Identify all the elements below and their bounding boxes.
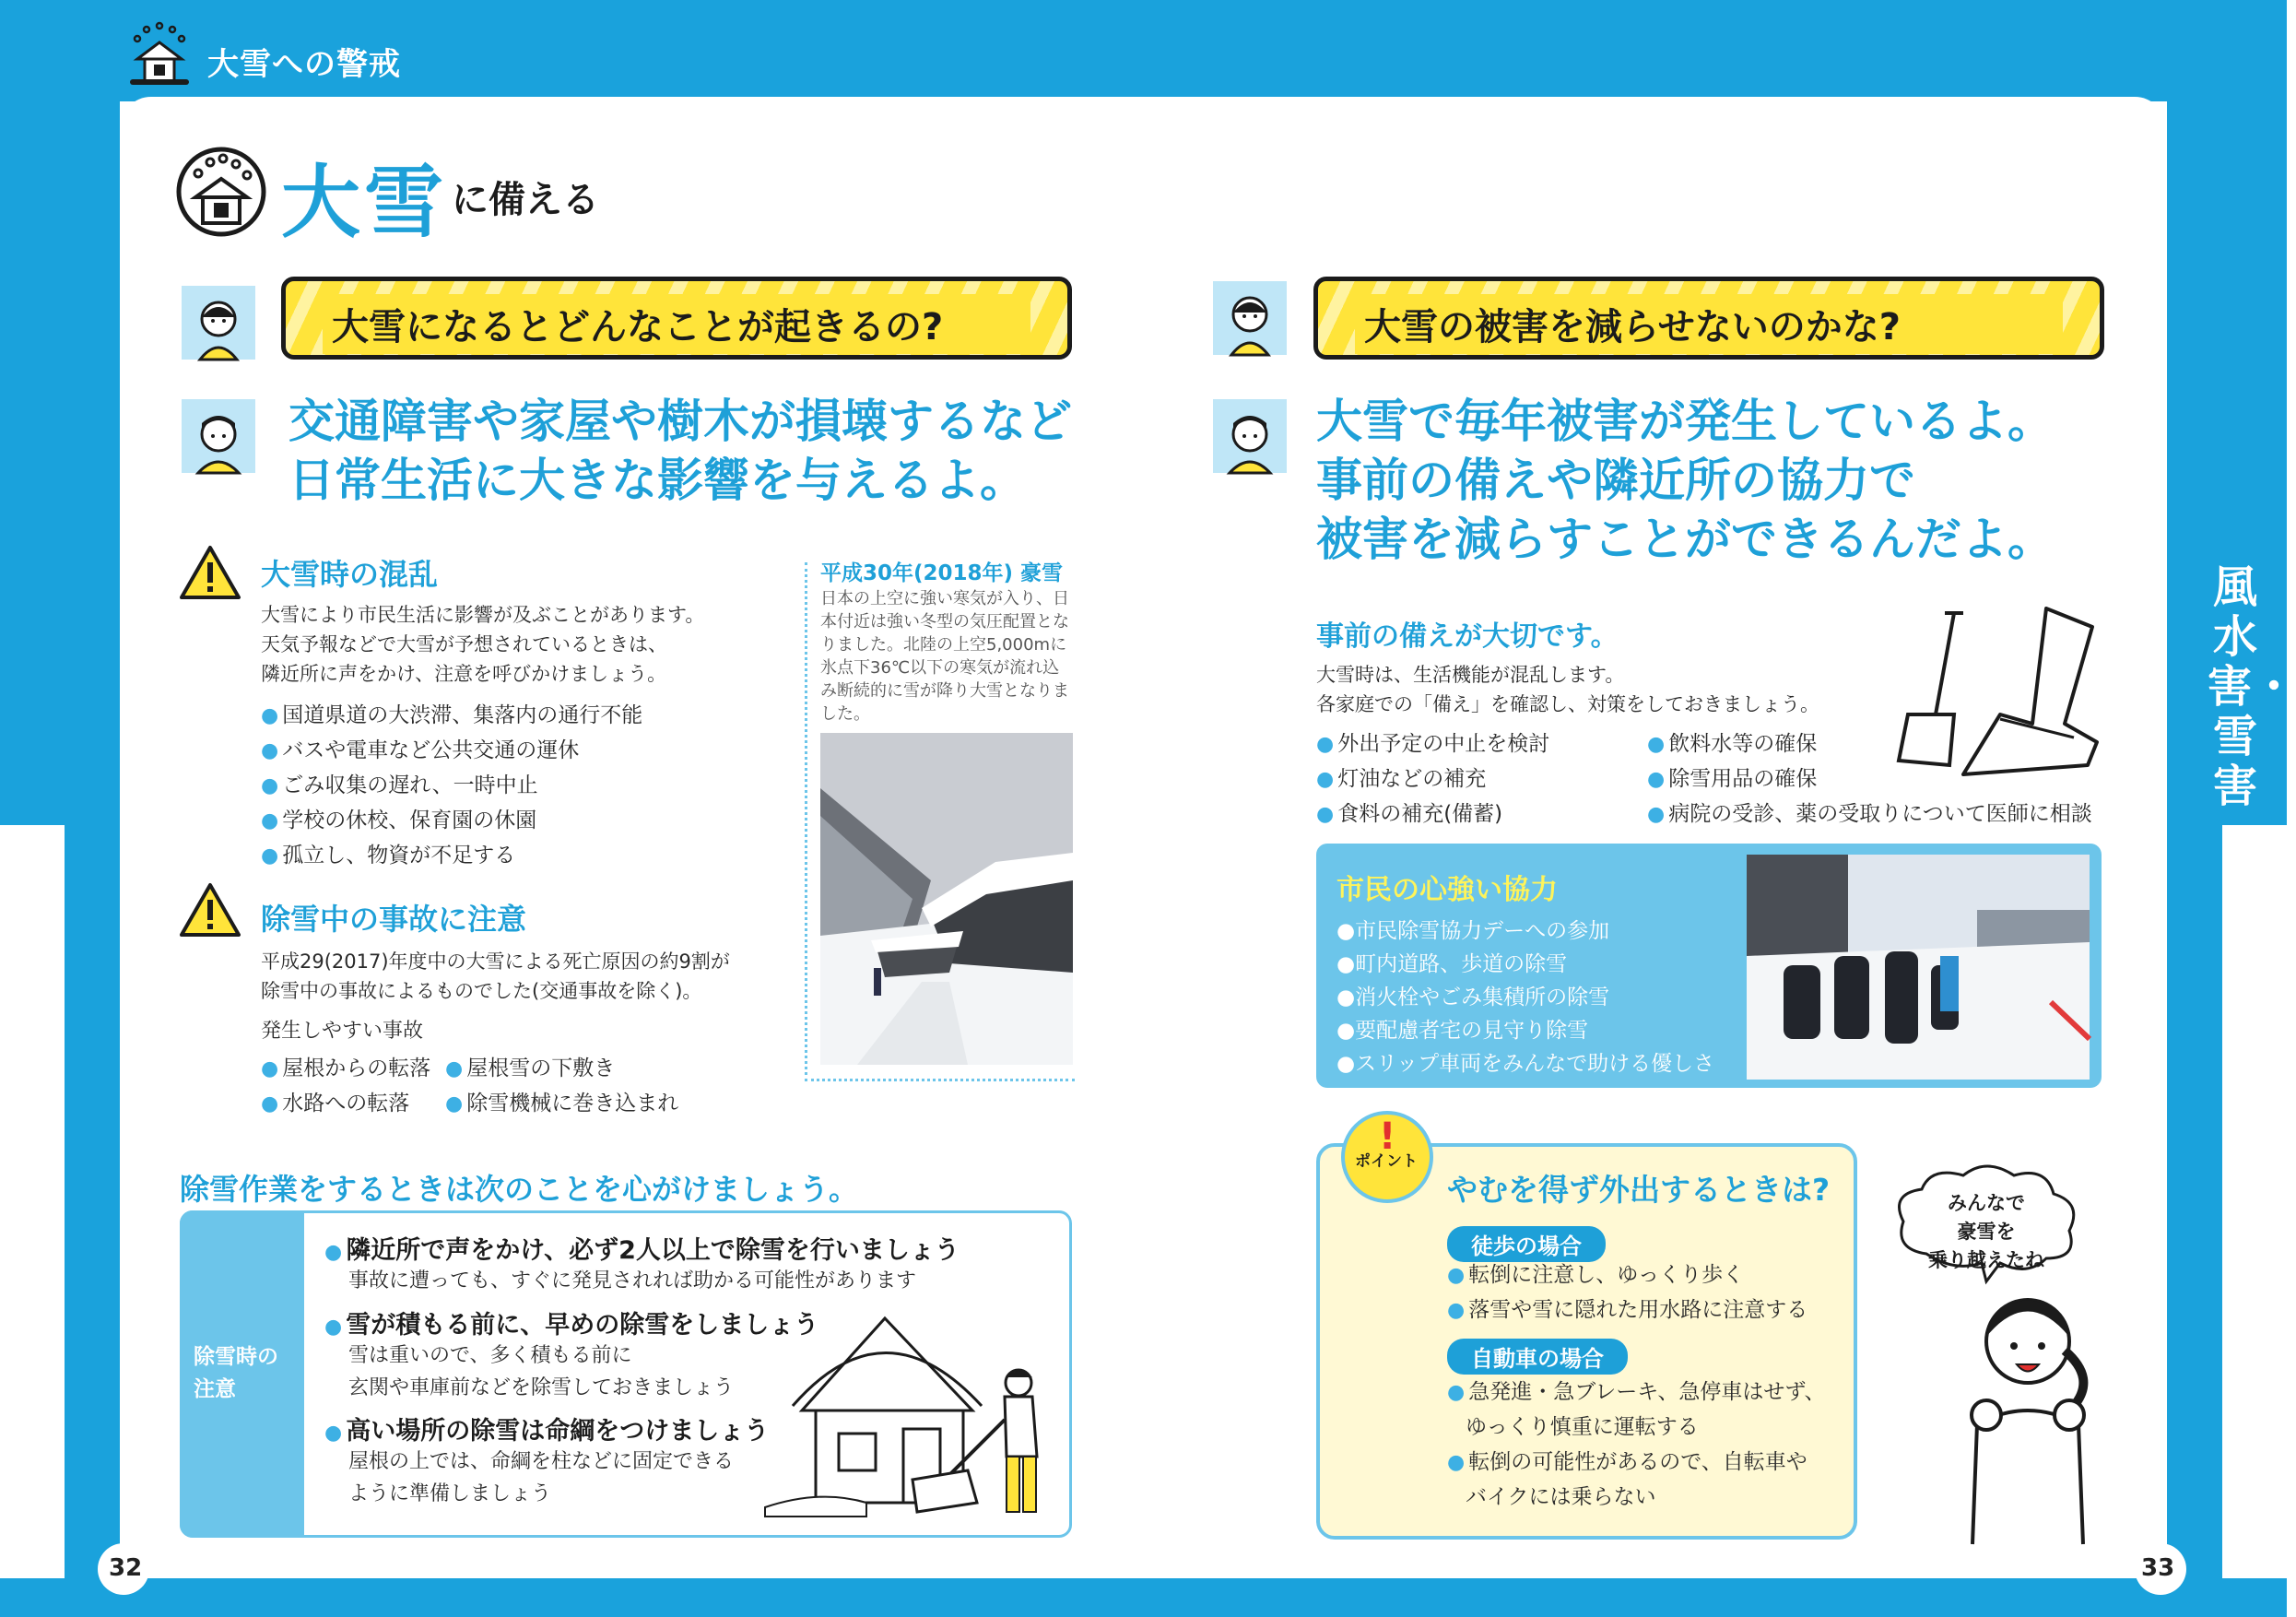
list-item: ● 除雪用品の確保	[1647, 767, 1818, 791]
snow-removal-photo	[1747, 855, 2090, 1080]
list-item: ● 転倒に注意し、ゆっくり歩く	[1447, 1263, 1744, 1287]
list-item: ● 落雪や雪に隠れた用水路に注意する	[1447, 1298, 1808, 1322]
shovel-icon	[1862, 604, 2111, 788]
list-item: ●市民除雪協力デーへの参加	[1336, 919, 1610, 943]
warning-icon	[178, 544, 242, 601]
page-number-right: 33	[2141, 1554, 2175, 1582]
confusion-text-2: 天気予報などで大雪が予想されているときは、	[261, 633, 667, 655]
warning-icon	[178, 881, 242, 938]
work-heading: 除雪作業をするときは次のことを心がけましょう。	[180, 1172, 859, 1207]
page-title: 大雪	[281, 157, 447, 249]
exclamation-icon: !	[1379, 1115, 1396, 1158]
accident-heading: 除雪中の事故に注意	[261, 902, 527, 937]
list-item: ● 飲料水等の確保	[1647, 732, 1818, 756]
left-margin	[0, 825, 65, 1617]
work-item-sub: 玄関や車庫前などを除雪しておきましょう	[348, 1376, 735, 1399]
list-item: ● 転倒の可能性があるので、自転車や	[1447, 1450, 1807, 1474]
snow-house-icon	[124, 20, 194, 90]
list-item-cont: ゆっくり慎重に運転する	[1466, 1415, 1699, 1439]
page-title-suffix: に備える	[452, 179, 599, 221]
boy-avatar-icon	[1213, 399, 1287, 473]
answer-line-2: 事前の備えや隣近所の協力で	[1316, 454, 1915, 507]
list-item: ● 屋根からの転落	[261, 1056, 431, 1080]
sidebar-text: 日本の上空に強い寒気が入り、日本付近は強い冬型の気圧配置となりました。北陸の上空5,000mに氷点下36℃以下の寒気が流れ込み断続的に雪が降り大雪となりました。	[820, 589, 1069, 724]
list-item: ● 急発進・急ブレーキ、急停車はせず、	[1447, 1380, 1826, 1404]
accident-subheading: 発生しやすい事故	[261, 1020, 424, 1043]
boy-avatar-icon	[182, 399, 255, 473]
list-item: ● 学校の休校、保育園の休園	[261, 808, 537, 832]
cloud-text: みんなで 豪雪を 乗り越えたね	[1928, 1192, 2044, 1271]
cheering-girl-illustration	[1936, 1277, 2120, 1544]
prep-text-1: 大雪時は、生活機能が混乱します。	[1316, 664, 1625, 686]
question-text-right: 大雪の被害を減らせないのかな?	[1355, 294, 2063, 354]
prep-heading: 事前の備えが大切です。	[1316, 620, 1619, 653]
girl-avatar-icon	[1213, 281, 1287, 355]
list-item: ● 除雪機械に巻き込まれ	[445, 1092, 679, 1115]
list-item-cont: バイクには乗らない	[1466, 1485, 1656, 1509]
list-item: ●要配慮者宅の見守り除雪	[1336, 1019, 1589, 1043]
answer-line-1: 大雪で毎年被害が発生しているよ。	[1316, 395, 2054, 448]
prep-text-2: 各家庭での「備え」を確認し、対策をしておきましょう。	[1316, 693, 1819, 715]
work-item-head: ● 隣近所で声をかけ、必ず2人以上で除雪を行いましょう	[324, 1236, 960, 1265]
answer-line-2: 日常生活に大きな影響を与えるよ。	[288, 454, 1026, 507]
confusion-text-1: 大雪により市民生活に影響が及ぶことがあります。	[261, 604, 705, 626]
work-item-sub: ように準備しましょう	[348, 1482, 552, 1505]
sidebar-title: 平成30年(2018年) 豪雪	[820, 561, 1064, 585]
work-item-sub: 屋根の上では、命綱を柱などに固定できる	[348, 1450, 735, 1473]
accident-text-1: 平成29(2017)年度中の大雪による死亡原因の約9割が	[261, 950, 730, 973]
list-item: ● 病院の受診、薬の受取りについて医師に相談	[1647, 802, 2092, 826]
list-item: ● 水路への転落	[261, 1092, 410, 1115]
work-item-head: ● 高い場所の除雪は命綱をつけましょう	[324, 1417, 770, 1446]
list-item: ●消火栓やごみ集積所の除雪	[1336, 986, 1610, 1009]
list-item: ● 外出予定の中止を検討	[1316, 732, 1550, 756]
work-item-sub: 事故に遭っても、すぐに発見されれば助かる可能性があります	[348, 1269, 917, 1292]
list-item: ● ごみ収集の遅れ、一時中止	[261, 773, 538, 797]
snow-village-photo	[820, 733, 1073, 1065]
car-label: 自動車の場合	[1447, 1339, 1628, 1375]
list-item: ●町内道路、歩道の除雪	[1336, 952, 1568, 976]
point-heading: やむを得ず外出するときは?	[1447, 1172, 1831, 1208]
question-bubble-right	[1313, 277, 2104, 360]
work-side-label: 除雪時の 注意	[194, 1345, 278, 1401]
walk-label: 徒歩の場合	[1447, 1226, 1606, 1262]
right-margin	[2222, 825, 2287, 1617]
cooperation-heading: 市民の心強い協力	[1336, 874, 1558, 906]
work-item-head: ● 雪が積もる前に、早めの除雪をしましょう	[324, 1311, 819, 1340]
snow-house-illustration	[765, 1309, 1078, 1530]
section-title: 大雪への警戒	[207, 46, 401, 83]
point-badge-label: ポイント	[1355, 1152, 1418, 1171]
page-number-left: 32	[109, 1554, 143, 1582]
list-item: ● 灯油などの補充	[1316, 767, 1487, 791]
side-label: 風水害・雪害	[2208, 561, 2296, 812]
list-item: ● 国道県道の大渋滞、集落内の通行不能	[261, 703, 643, 727]
confusion-heading: 大雪時の混乱	[261, 557, 439, 592]
snow-house-title-icon	[175, 146, 267, 238]
list-item: ● 食料の補充(備蓄)	[1316, 802, 1503, 826]
question-bubble-left	[281, 277, 1072, 360]
confusion-text-3: 隣近所に声をかけ、注意を呼びかけましょう。	[261, 663, 667, 685]
bottom-band	[0, 1578, 2287, 1617]
accident-text-2: 除雪中の事故によるものでした(交通事故を除く)。	[261, 980, 702, 1002]
answer-line-3: 被害を減らすことができるんだよ。	[1316, 513, 2054, 566]
girl-avatar-icon	[182, 286, 255, 360]
answer-line-1: 交通障害や家屋や樹木が損壊するなど	[288, 395, 1072, 448]
question-text-left: 大雪になるとどんなことが起きるの?	[323, 294, 1030, 354]
list-item: ●スリップ車両をみんなで助ける優しさ	[1336, 1052, 1715, 1076]
list-item: ● 屋根雪の下敷き	[445, 1056, 616, 1080]
work-item-sub: 雪は重いので、多く積もる前に	[348, 1344, 632, 1367]
list-item: ● バスや電車など公共交通の運休	[261, 738, 580, 762]
list-item: ● 孤立し、物資が不足する	[261, 844, 516, 868]
